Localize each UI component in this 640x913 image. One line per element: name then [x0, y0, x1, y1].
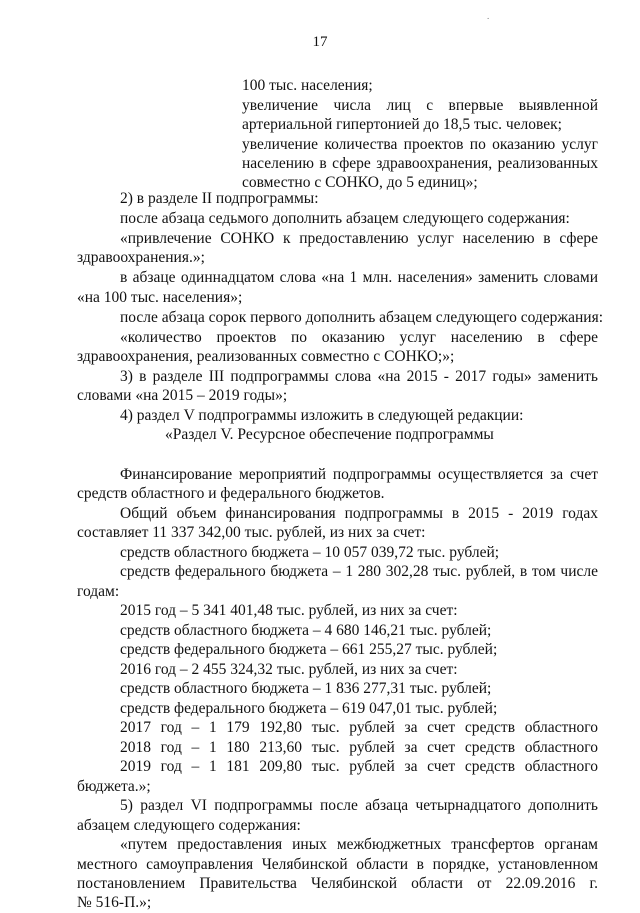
text-line: средств областного бюджета – 4 680 146,21 тыс. рублей;	[120, 622, 492, 639]
section-heading: «Раздел V. Ресурсное обеспечение подпрограммы	[165, 426, 494, 443]
text-line: 100 тыс. населения;	[242, 77, 373, 94]
page-number: 17	[312, 34, 328, 50]
text-line: населению в сфере здравоохранения, реализованных	[242, 155, 598, 172]
text-line: увеличение числа лиц с впервые выявленной	[242, 97, 598, 114]
text-line: «привлечение СОНКО к предоставлению услуг населению в сфере	[120, 230, 598, 247]
text-line: 2) в разделе II подпрограммы:	[120, 190, 319, 207]
text-line: «количество проектов по оказанию услуг населению в сфере	[120, 329, 598, 346]
text-line: словами «на 2015 – 2019 годы»;	[77, 387, 288, 404]
text-line: средств областного бюджета – 1 836 277,31 тыс. рублей;	[120, 680, 492, 697]
text-line: 3) в разделе III подпрограммы слова «на 2015 - 2017 годы» заменить	[120, 368, 598, 385]
text-line: 4) раздел V подпрограммы изложить в следующей редакции:	[120, 407, 524, 424]
text-line: Финансирование мероприятий подпрограммы осуществляется за счет	[120, 466, 598, 483]
text-line: здравоохранения.»;	[77, 249, 205, 266]
text-line: средств областного и федерального бюджетов.	[77, 485, 385, 502]
text-line: Общий объем финансирования подпрограммы в 2015 - 2019 годах	[120, 505, 598, 522]
text-line: 2015 год – 5 341 401,48 тыс. рублей, из них за счет:	[120, 602, 458, 619]
text-line: 2018 год – 1 180 213,60 тыс. рублей за счет средств областного	[120, 739, 598, 756]
text-line: здравоохранения, реализованных совместно с СОНКО;»;	[77, 348, 455, 365]
text-line: 2017 год – 1 179 192,80 тыс. рублей за счет средств областного	[120, 719, 598, 736]
text-line: абзацем следующего содержания:	[77, 817, 301, 834]
text-line: бюджета.»;	[77, 778, 151, 795]
text-line: средств федерального бюджета – 661 255,27 тыс. рублей;	[120, 641, 498, 658]
text-line: постановлением Правительства Челябинской области от 22.09.2016 г.	[77, 875, 598, 892]
text-line: № 516-П.»;	[77, 894, 152, 911]
text-line: «путем предоставления иных межбюджетных трансфертов органам	[120, 836, 598, 853]
text-line: увеличение количества проектов по оказанию услуг	[242, 136, 598, 153]
text-line: средств федерального бюджета – 1 280 302,28 тыс. рублей, в том числе	[120, 563, 598, 580]
text-line: средств областного бюджета – 10 057 039,72 тыс. рублей;	[120, 544, 500, 561]
corner-mark: .	[487, 11, 490, 21]
text-line: годам:	[77, 583, 120, 600]
text-line: совместно с СОНКО, до 5 единиц»;	[242, 174, 478, 191]
text-line: после абзаца сорок первого дополнить абзацем следующего содержания:	[120, 309, 604, 326]
text-line: средств федерального бюджета – 619 047,01 тыс. рублей;	[120, 700, 498, 717]
text-line: после абзаца седьмого дополнить абзацем следующего содержания:	[120, 210, 570, 227]
text-line: 2019 год – 1 181 209,80 тыс. рублей за счет средств областного	[120, 758, 598, 775]
text-line: артериальной гипертонией до 18,5 тыс. человек;	[242, 116, 562, 133]
text-line: местного самоуправления Челябинской области в порядке, установленном	[77, 856, 598, 873]
text-line: «на 100 тыс. населения»;	[77, 289, 243, 306]
text-line: 2016 год – 2 455 324,32 тыс. рублей, из них за счет:	[120, 661, 458, 678]
text-line: 5) раздел VI подпрограммы после абзаца четырнадцатого дополнить	[120, 797, 598, 814]
text-line: в абзаце одиннадцатом слова «на 1 млн. населения» заменить словами	[120, 269, 598, 286]
text-line: составляет 11 337 342,00 тыс. рублей, из них за счет:	[77, 524, 426, 541]
